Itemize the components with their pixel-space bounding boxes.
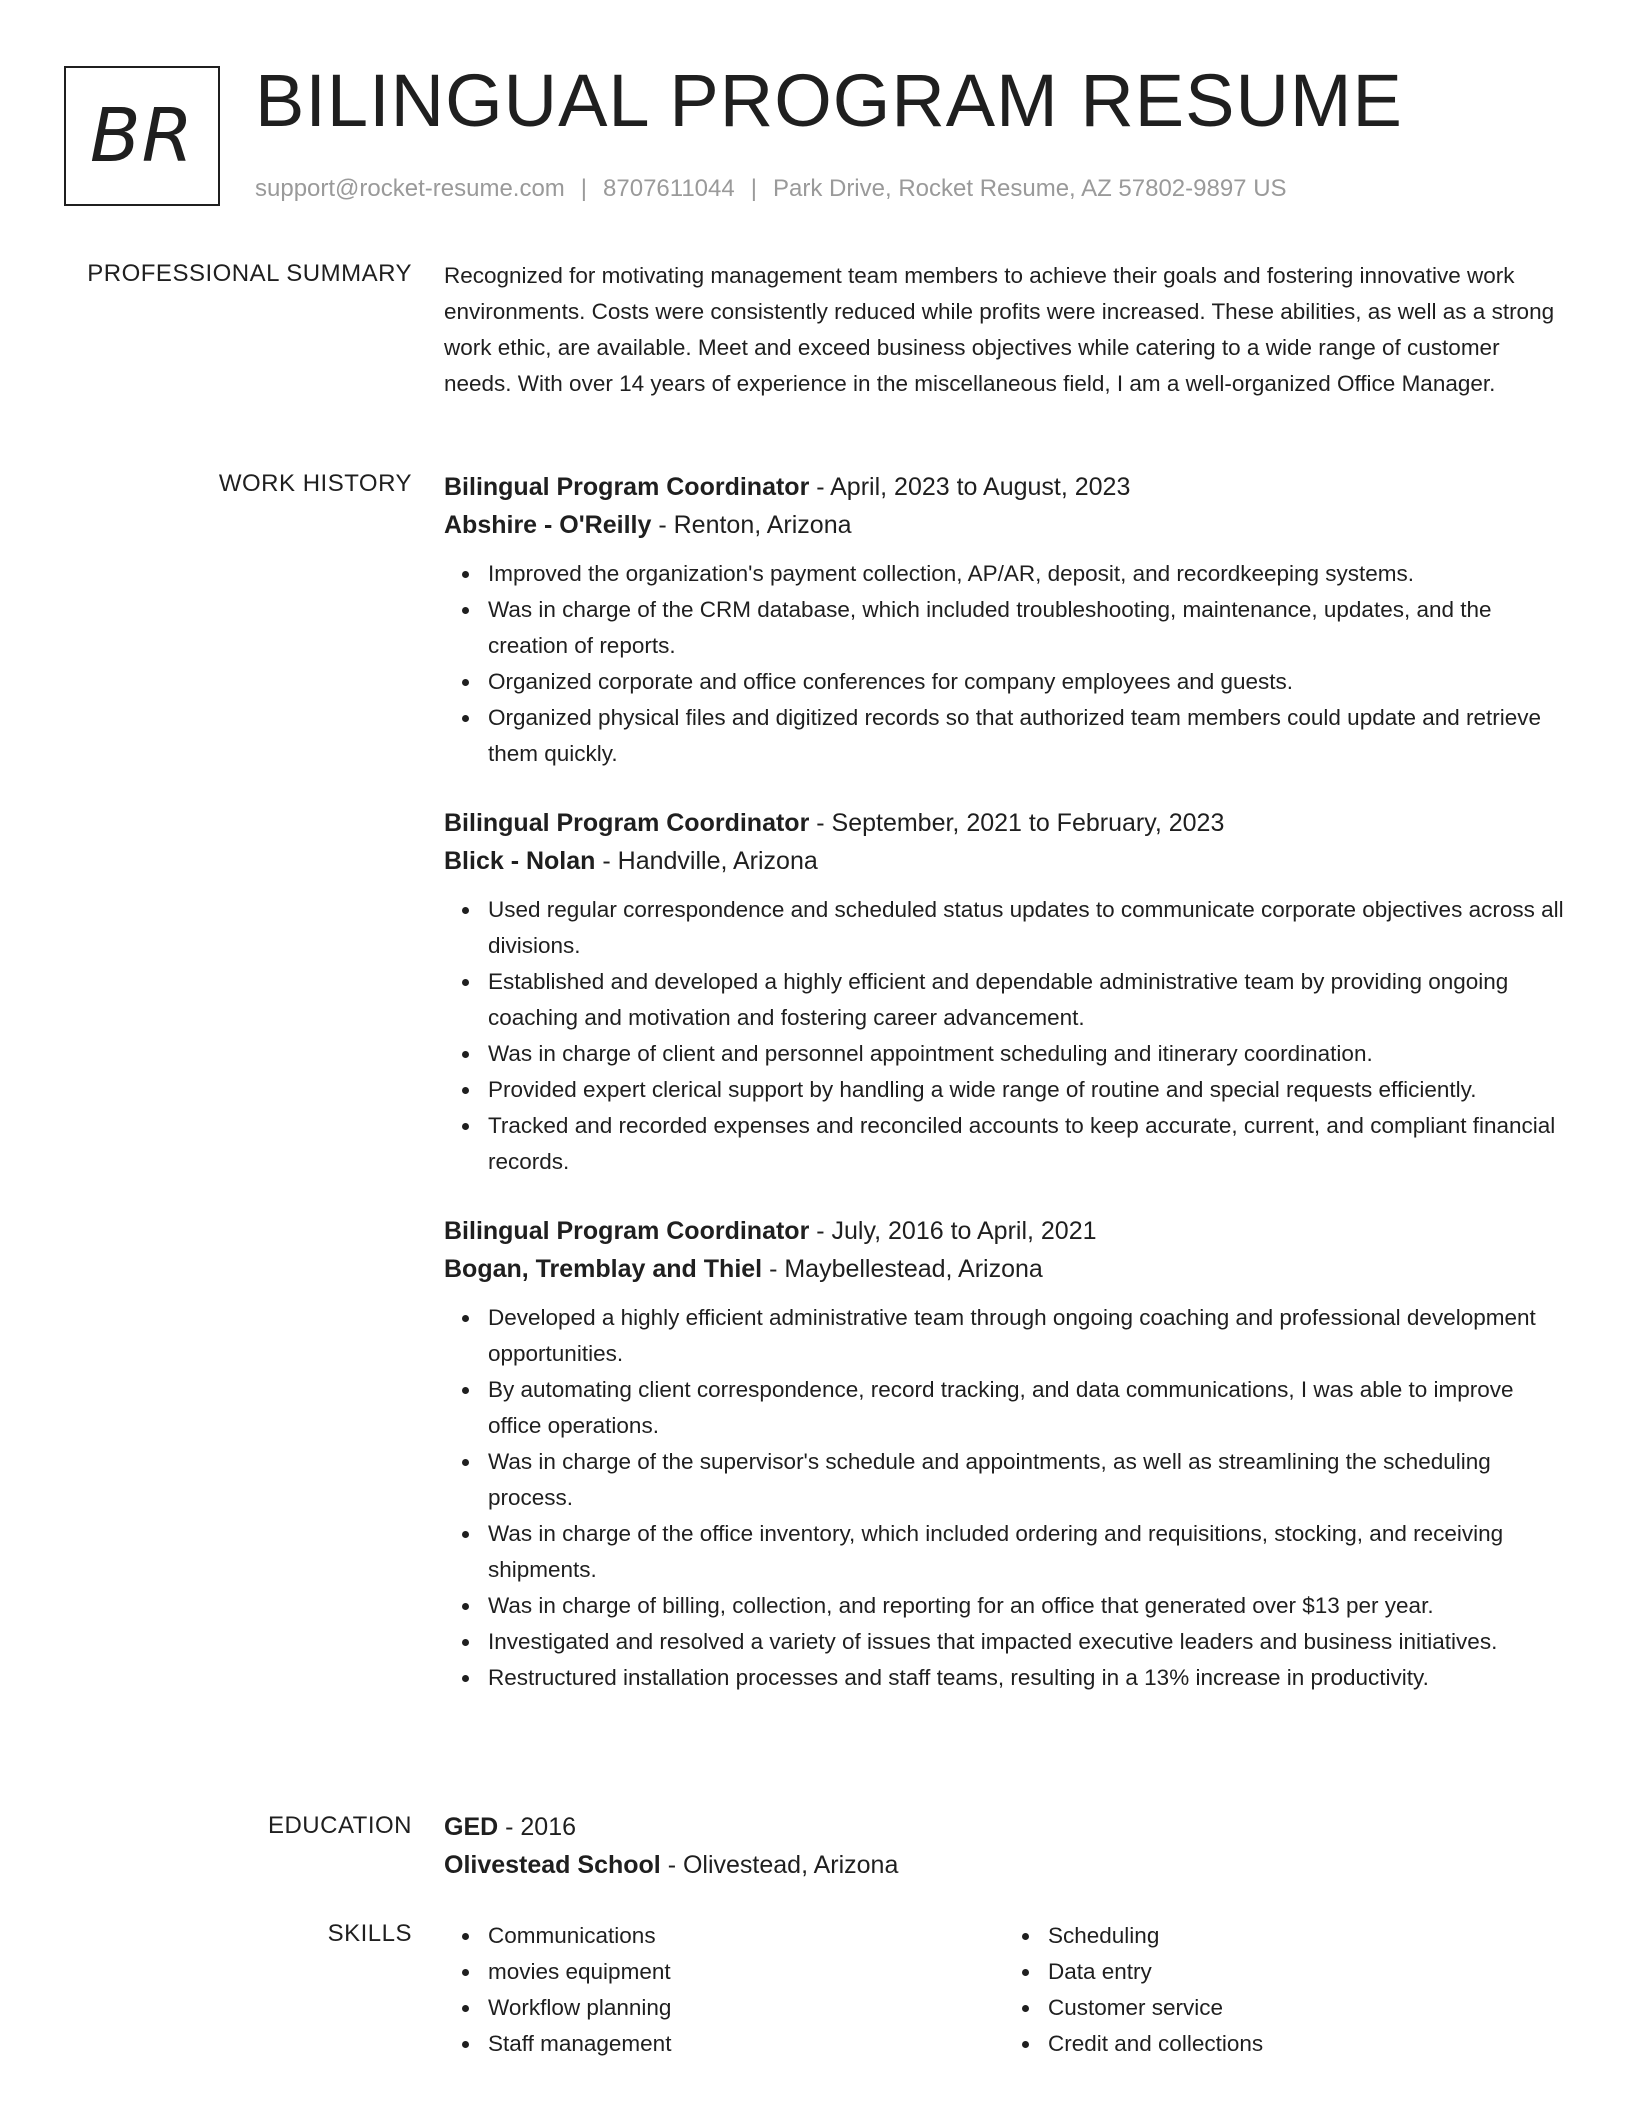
summary-text: Recognized for motivating management team members to achieve their goals and fostering innovative work environments. Costs were consistently reduced while profits were increased. These abilities, as well as a strong work ethic, are available. Meet and exceed business objectives while catering to a wide range of customer needs. With over 14 years of experience in the miscellaneous field, I am a well-organized Office Manager. xyxy=(444,263,1555,396)
job-location: - Maybellestead, Arizona xyxy=(762,1255,1043,1283)
skill-item: Data entry xyxy=(1048,1954,1564,1990)
education-degree-line xyxy=(444,1808,1564,1846)
contact-email: support@rocket-resume.com xyxy=(255,175,565,202)
job-bullets xyxy=(444,556,1564,772)
job-title: Bilingual Program Coordinator xyxy=(444,809,810,837)
skill-item: Workflow planning xyxy=(488,1990,1004,2026)
job-bullet: Used regular correspondence and scheduled status updates to communicate corporate objectives across all divisions. xyxy=(488,892,1564,964)
resume-title: BILINGUAL PROGRAM RESUME xyxy=(255,59,1403,142)
education-degree: GED xyxy=(444,1813,499,1841)
education-year: - 2016 xyxy=(498,1813,577,1841)
job-company: Abshire - O'Reilly xyxy=(444,511,652,539)
job-title-line xyxy=(444,1212,1564,1250)
job-dates: - April, 2023 to August, 2023 xyxy=(809,473,1131,501)
job-bullet: By automating client correspondence, record tracking, and data communications, I was able to improve office operations. xyxy=(488,1372,1564,1444)
job-title-line xyxy=(444,468,1564,506)
job-bullets xyxy=(444,892,1564,1180)
job-entry xyxy=(444,468,1564,772)
monogram-box xyxy=(64,66,220,206)
skills-columns xyxy=(444,1918,1564,2062)
job-bullets xyxy=(444,1300,1564,1696)
job-dates: - September, 2021 to February, 2023 xyxy=(809,809,1225,837)
job-entry xyxy=(444,1212,1564,1696)
job-bullet: Was in charge of client and personnel appointment scheduling and itinerary coordination. xyxy=(488,1036,1564,1072)
contact-address: Park Drive, Rocket Resume, AZ 57802-9897 US xyxy=(772,175,1287,202)
job-location: - Renton, Arizona xyxy=(651,511,852,539)
contact-phone: 8707611044 xyxy=(603,175,735,202)
job-title: Bilingual Program Coordinator xyxy=(444,1217,810,1245)
section-label-work-history: WORK HISTORY xyxy=(218,470,412,497)
job-bullet: Developed a highly efficient administrative team through ongoing coaching and professional development opportunities. xyxy=(488,1300,1564,1372)
job-dates: - July, 2016 to April, 2021 xyxy=(809,1217,1097,1245)
job-title-line xyxy=(444,804,1564,842)
job-bullet: Investigated and resolved a variety of issues that impacted executive leaders and business initiatives. xyxy=(488,1624,1564,1660)
job-bullet: Was in charge of billing, collection, and reporting for an office that generated over $13 per year. xyxy=(488,1588,1564,1624)
contact-line xyxy=(255,174,1287,204)
education-location: - Olivestead, Arizona xyxy=(660,1851,899,1879)
job-bullet: Provided expert clerical support by handling a wide range of routine and special requests efficiently. xyxy=(488,1072,1564,1108)
job-bullet: Restructured installation processes and staff teams, resulting in a 13% increase in productivity. xyxy=(488,1660,1564,1696)
contact-separator: | xyxy=(750,175,757,202)
job-bullet: Organized corporate and office conferences for company employees and guests. xyxy=(488,664,1564,700)
section-label-summary: PROFESSIONAL SUMMARY xyxy=(87,260,412,287)
job-bullet: Was in charge of the CRM database, which included troubleshooting, maintenance, updates, and the creation of reports. xyxy=(488,592,1564,664)
section-label-education: EDUCATION xyxy=(267,1812,412,1839)
skill-item: Credit and collections xyxy=(1048,2026,1564,2062)
job-location: - Handville, Arizona xyxy=(595,847,818,875)
job-entry xyxy=(444,804,1564,1180)
job-bullet: Improved the organization's payment collection, AP/AR, deposit, and recordkeeping systems. xyxy=(488,556,1564,592)
section-label-skills: SKILLS xyxy=(327,1920,412,1947)
monogram-initials: BR xyxy=(89,93,195,179)
job-company-line xyxy=(444,1250,1564,1288)
education-school: Olivestead School xyxy=(444,1851,661,1879)
job-company: Blick - Nolan xyxy=(444,847,596,875)
skill-item: Scheduling xyxy=(1048,1918,1564,1954)
skill-item: Communications xyxy=(488,1918,1004,1954)
skills-list-right xyxy=(1004,1918,1564,2062)
job-company-line xyxy=(444,842,1564,880)
contact-separator: | xyxy=(580,175,588,202)
job-bullet: Was in charge of the office inventory, which included ordering and requisitions, stocking, and receiving shipments. xyxy=(488,1516,1564,1588)
job-company-line xyxy=(444,506,1564,544)
skill-item: Customer service xyxy=(1048,1990,1564,2026)
job-bullet: Was in charge of the supervisor's schedule and appointments, as well as streamlining the scheduling process. xyxy=(488,1444,1564,1516)
skill-item: Staff management xyxy=(488,2026,1004,2062)
job-company: Bogan, Tremblay and Thiel xyxy=(444,1255,763,1283)
job-bullet: Tracked and recorded expenses and reconciled accounts to keep accurate, current, and compliant financial records. xyxy=(488,1108,1564,1180)
skill-item: movies equipment xyxy=(488,1954,1004,1990)
education-school-line xyxy=(444,1846,1564,1884)
job-bullet: Organized physical files and digitized records so that authorized team members could update and retrieve them quickly. xyxy=(488,700,1564,772)
job-title: Bilingual Program Coordinator xyxy=(444,473,810,501)
skills-list-left xyxy=(444,1918,1004,2062)
job-bullet: Established and developed a highly efficient and dependable administrative team by providing ongoing coaching and motivation and fostering career advancement. xyxy=(488,964,1564,1036)
